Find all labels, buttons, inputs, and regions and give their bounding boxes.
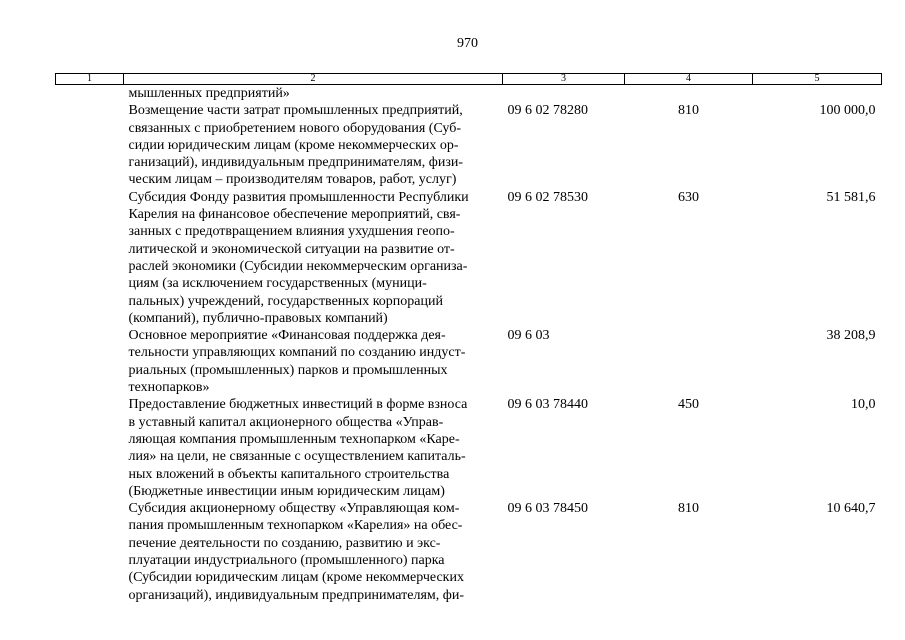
description-line: печение деятельности по созданию, развитию и экс- [128, 535, 441, 551]
description-line: ных вложений в объекты капитального строительства [128, 466, 450, 482]
description-line: (Бюджетные инвестиции иным юридическим лицам) [128, 483, 445, 499]
description-line: литической и экономической ситуации на развитие от- [128, 241, 455, 257]
description-line: лия» на цели, не связанные с осуществлением капиталь- [128, 449, 466, 465]
row-expense-type: 810 [678, 103, 699, 119]
row-code: 09 6 03 78440 [507, 397, 588, 413]
row-description [124, 327, 503, 396]
row-description [124, 500, 503, 604]
description-line: занных с предотвращением влияния ухудшения геопо- [128, 224, 455, 240]
row-amount: 38 208,9 [826, 328, 876, 344]
row-expense-type: 810 [678, 501, 699, 517]
table-row [56, 189, 882, 327]
row-expense-type [625, 85, 753, 103]
description-line: Возмещение части затрат промышленных предприятий, [128, 103, 463, 119]
table-row [56, 102, 882, 188]
row-number-cell [56, 396, 124, 500]
row-amount: 10 640,7 [826, 501, 876, 517]
row-expense-type: 630 [678, 189, 699, 205]
row-description [124, 396, 503, 500]
description-line: мышленных предприятий» [128, 86, 290, 101]
description-line: тельности управляющих компаний по созданию индуст- [128, 345, 466, 361]
row-number-cell [56, 327, 124, 396]
row-number-cell [56, 102, 124, 188]
description-line: раслей экономики (Субсидии некоммерческим организа- [128, 258, 468, 274]
description-line: в уставный капитал акционерного общества «Управ- [128, 414, 444, 430]
table-row [56, 396, 882, 500]
row-expense-type [625, 327, 753, 396]
row-expense-type: 450 [678, 397, 699, 413]
description-line: ганизаций), индивидуальным предпринимателям, физи- [128, 155, 464, 171]
row-amount: 51 581,6 [826, 189, 876, 205]
header-row [56, 74, 882, 85]
description-line: организаций), индивидуальным предпринимателям, фи- [128, 587, 465, 603]
description-line: (Субсидии юридическим лицам (кроме некоммерческих [128, 570, 464, 586]
description-line: Субсидия акционерному обществу «Управляющая ком- [128, 501, 460, 517]
description-line: ческим лицам – производителям товаров, работ, услуг) [128, 172, 457, 188]
description-line: Предоставление бюджетных инвестиций в форме взноса [128, 397, 468, 413]
header-col-1: 1 [56, 74, 124, 85]
row-code [503, 85, 625, 103]
description-line: риальных (промышленных) парков и промышленных [128, 362, 448, 378]
row-number-cell [56, 189, 124, 327]
description-line: Основное мероприятие «Финансовая поддержка дея- [128, 328, 446, 344]
row-code: 09 6 03 78450 [507, 501, 588, 517]
row-description [124, 85, 503, 103]
row-amount: 100 000,0 [819, 103, 876, 119]
description-line: связанных с приобретением нового оборудования (Суб- [128, 120, 462, 136]
row-amount [753, 85, 882, 103]
header-col-5: 5 [753, 74, 882, 85]
table-header [56, 74, 882, 85]
row-code: 09 6 03 [507, 328, 550, 344]
budget-table [55, 73, 882, 604]
table-row [56, 327, 882, 396]
row-number-cell [56, 500, 124, 604]
row-description [124, 102, 503, 188]
description-line: ляющая компания промышленным технопарком «Каре- [128, 431, 460, 447]
description-line: Субсидия Фонду развития промышленности Республики [128, 189, 469, 205]
row-number-cell [56, 85, 124, 103]
header-col-2: 2 [124, 74, 503, 85]
description-line: (компаний), публично-правовых компаний) [128, 310, 388, 326]
description-line: технопарков» [128, 380, 210, 396]
description-line: плуатации индустриального (промышленного) парка [128, 553, 445, 569]
row-amount: 10,0 [851, 397, 876, 413]
header-col-3: 3 [503, 74, 625, 85]
table-body [56, 85, 882, 604]
row-code: 09 6 02 78280 [507, 103, 588, 119]
description-line: пальных) учреждений, государственных корпораций [128, 293, 443, 309]
row-description [124, 189, 503, 327]
page-number: 970 [457, 36, 478, 51]
table-row [56, 500, 882, 604]
row-code: 09 6 02 78530 [507, 189, 588, 205]
table-row [56, 85, 882, 103]
header-col-4: 4 [625, 74, 753, 85]
description-line: Карелия на финансовое обеспечение мероприятий, свя- [128, 207, 461, 223]
description-line: пания промышленным технопарком «Карелия» на обес- [128, 518, 463, 534]
description-line: циям (за исключением государственных (муници- [128, 276, 427, 292]
description-line: сидии юридическим лицам (кроме некоммерческих ор- [128, 137, 459, 153]
